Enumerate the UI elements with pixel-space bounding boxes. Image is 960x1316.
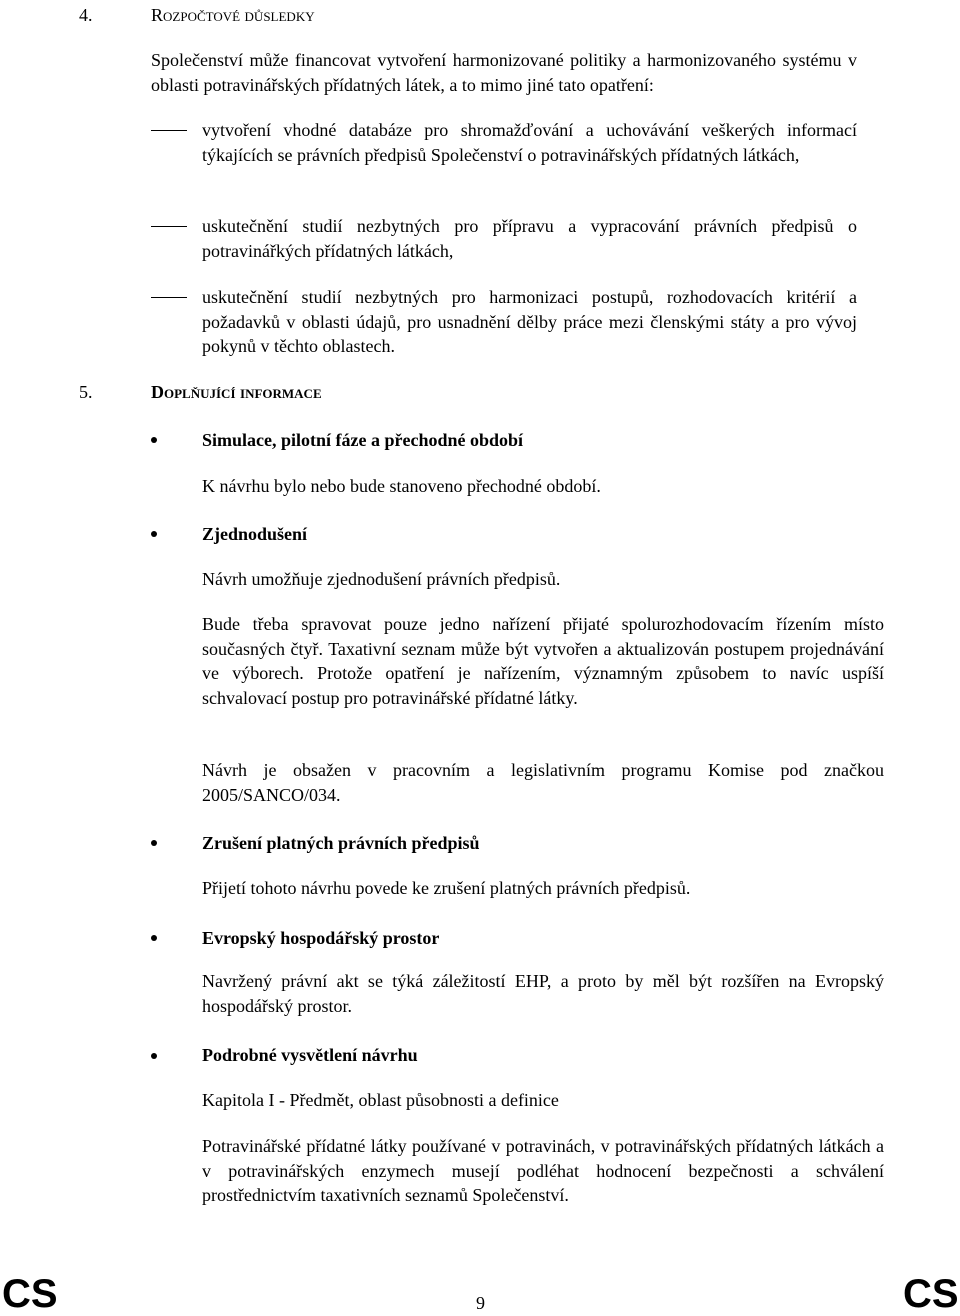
- dash-marker: [151, 130, 187, 131]
- bullet-title: Podrobné vysvětlení návrhu: [202, 1045, 418, 1065]
- paragraph: Bude třeba spravovat pouze jedno nařízení přijaté spolurozhodovacím řízením místo současných čtyř. Taxativní seznam může být vytvořen a aktualizován postupem projednávání ve výborech. Protože opatření je nařízením, významným způsobem to navíc uspíší schvalovací postup pro potravinářské přídatné látky.: [202, 614, 884, 708]
- page-number: 9: [476, 1293, 485, 1313]
- paragraph: Kapitola I - Předmět, oblast působnosti a definice: [202, 1090, 559, 1110]
- bullet-title: Zrušení platných právních předpisů: [202, 833, 480, 853]
- bullet-title: Zjednodušení: [202, 524, 308, 544]
- bullet-marker: [151, 531, 157, 537]
- footer-language-left: CS: [2, 1272, 58, 1316]
- dash-marker: [151, 297, 187, 298]
- bullet-title: Simulace, pilotní fáze a přechodné období: [202, 430, 524, 450]
- bullet-marker: [151, 1053, 157, 1059]
- section-4-heading: [79, 3, 315, 27]
- paragraph: Navržený právní akt se týká záležitostí EHP, a proto by měl být rozšířen na Evropský hospodářský prostor.: [202, 971, 884, 1016]
- section-4-number: 4.: [79, 5, 93, 25]
- list-item: uskutečnění studií nezbytných pro přípravu a vypracování právních předpisů o potravinářkých přídatných látkách,: [202, 216, 857, 261]
- section-5-heading: [79, 380, 322, 404]
- bullet-marker: [151, 840, 157, 846]
- dash-marker: [151, 226, 187, 227]
- paragraph: Přijetí tohoto návrhu povede ke zrušení platných právních předpisů.: [202, 878, 691, 898]
- section-4-title: Rozpočtové důsledky: [151, 5, 315, 25]
- list-item: vytvoření vhodné databáze pro shromažďování a uchovávání veškerých informací týkajících se právních předpisů Společenství o potravinářských přídatných látkách,: [202, 120, 857, 165]
- section-4-intro: Společenství může financovat vytvoření harmonizované politiky a harmonizovaného systému v oblasti potravinářských přídatných látek, a to mimo jiné tato opatření:: [151, 50, 857, 95]
- bullet-marker: [151, 935, 157, 941]
- section-5-number: 5.: [79, 382, 93, 402]
- footer-language-right: CS: [903, 1272, 959, 1316]
- section-5-title: Doplňující informace: [151, 382, 322, 402]
- paragraph: Potravinářské přídatné látky používané v potravinách, v potravinářských přídatných látkách a v potravinářských enzymech musejí podléhat hodnocení bezpečnosti a schválení prostřednictvím taxativních seznamů Společenství.: [202, 1136, 884, 1205]
- list-item: uskutečnění studií nezbytných pro harmonizaci postupů, rozhodovacích kritérií a požadavků v oblasti údajů, pro usnadnění dělby práce mezi členskými státy a pro vývoj pokynů v těchto oblastech.: [202, 287, 857, 356]
- paragraph: Návrh je obsažen v pracovním a legislativním programu Komise pod značkou 2005/SANCO/034.: [202, 760, 884, 805]
- paragraph: K návrhu bylo nebo bude stanoveno přechodné období.: [202, 476, 601, 496]
- paragraph: Návrh umožňuje zjednodušení právních předpisů.: [202, 569, 561, 589]
- bullet-title: Evropský hospodářský prostor: [202, 928, 440, 948]
- bullet-marker: [151, 437, 157, 443]
